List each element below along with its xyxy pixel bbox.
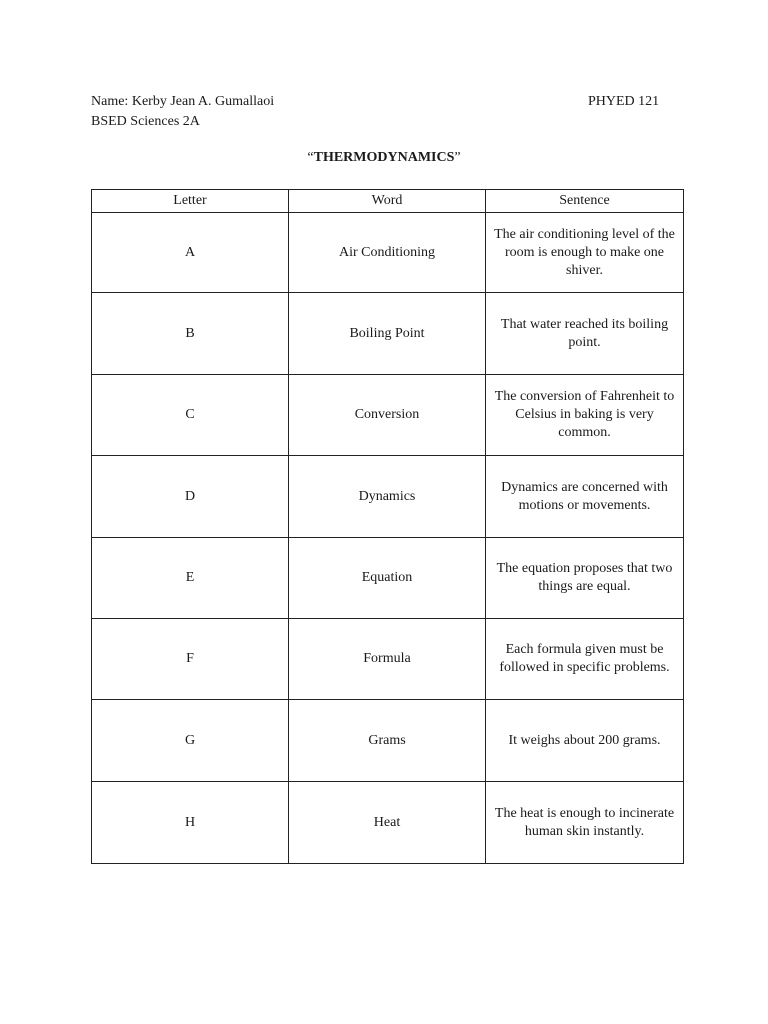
table-row xyxy=(92,293,684,375)
letter-cell: D xyxy=(92,456,289,538)
table-row xyxy=(92,375,684,456)
letter-cell: E xyxy=(92,538,289,619)
sentence-cell: It weighs about 200 grams. xyxy=(486,700,684,782)
header-sentence: Sentence xyxy=(486,190,684,213)
vocabulary-table xyxy=(91,189,684,864)
student-name-line xyxy=(91,93,274,111)
word-cell: Heat xyxy=(289,782,486,864)
table-row xyxy=(92,619,684,700)
letter-cell: B xyxy=(92,293,289,375)
sentence-cell: The air conditioning level of the room is enough to make one shiver. xyxy=(486,213,684,293)
table-row xyxy=(92,700,684,782)
letter-cell: G xyxy=(92,700,289,782)
word-cell: Formula xyxy=(289,619,486,700)
table-row xyxy=(92,538,684,619)
sentence-cell: The equation proposes that two things are equal. xyxy=(486,538,684,619)
word-cell: Grams xyxy=(289,700,486,782)
sentence-cell: That water reached its boiling point. xyxy=(486,293,684,375)
page-title xyxy=(0,149,768,167)
table-row xyxy=(92,782,684,864)
title-close-quote: ” xyxy=(454,150,461,165)
letter-cell: H xyxy=(92,782,289,864)
table-row xyxy=(92,456,684,538)
word-cell: Dynamics xyxy=(289,456,486,538)
letter-cell: C xyxy=(92,375,289,456)
table-header-row xyxy=(92,190,684,213)
word-cell: Conversion xyxy=(289,375,486,456)
name-label: Name: xyxy=(91,94,129,109)
student-name: Kerby Jean A. Gumallaoi xyxy=(131,94,275,109)
table-row xyxy=(92,213,684,293)
sentence-cell: Dynamics are concerned with motions or movements. xyxy=(486,456,684,538)
sentence-cell: The conversion of Fahrenheit to Celsius in baking is very common. xyxy=(486,375,684,456)
header-word: Word xyxy=(289,190,486,213)
word-cell: Equation xyxy=(289,538,486,619)
header-letter: Letter xyxy=(92,190,289,213)
title-open-quote: “ xyxy=(307,150,314,165)
sentence-cell: The heat is enough to incinerate human skin instantly. xyxy=(486,782,684,864)
word-cell: Boiling Point xyxy=(289,293,486,375)
letter-cell: A xyxy=(92,213,289,293)
title-text: THERMODYNAMICS xyxy=(313,150,455,165)
course-code: PHYED 121 xyxy=(588,94,660,109)
sentence-cell: Each formula given must be followed in specific problems. xyxy=(486,619,684,700)
program-line: BSED Sciences 2A xyxy=(91,114,200,129)
word-cell: Air Conditioning xyxy=(289,213,486,293)
letter-cell: F xyxy=(92,619,289,700)
